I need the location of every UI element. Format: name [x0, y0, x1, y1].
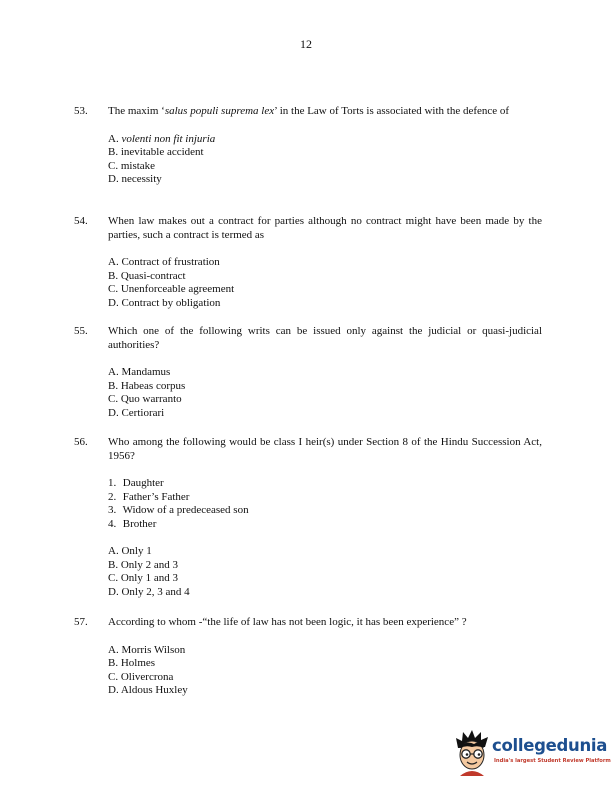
option-c: C. Unenforceable agreement	[108, 283, 235, 295]
collegedunia-logo	[452, 728, 611, 778]
question-text	[108, 105, 542, 119]
question-number: 54.	[74, 215, 88, 227]
option-a: A. Morris Wilson	[108, 643, 186, 656]
list-item: 4. Brother	[108, 517, 157, 530]
option-list	[108, 366, 542, 420]
question-text-part: ’ in the Law of Torts is associated with the defence of	[274, 105, 510, 117]
option-b: B. Only 2 and 3	[108, 558, 178, 571]
question-text: According to whom -“the life of law has not been logic, it has been experience” ?	[108, 616, 467, 628]
question-number: 53.	[74, 105, 88, 117]
question-55	[74, 325, 542, 420]
question-number: 55.	[74, 325, 88, 337]
option-list	[108, 644, 542, 698]
option-d: D. necessity	[108, 173, 162, 185]
option-d: D. Aldous Huxley	[108, 684, 188, 696]
logo-wordmark: collegedunia	[492, 736, 608, 755]
option-c: C. mistake	[108, 159, 156, 172]
option-c: C. Quo warranto	[108, 393, 182, 405]
option-d: D. Certiorari	[108, 406, 165, 419]
option-c: C. Only 1 and 3	[108, 572, 178, 584]
list-item: 2. Father’s Father	[108, 490, 190, 503]
question-text: Who among the following would be class I heir(s) under Section 8 of the Hindu Succession Act, 1956?	[108, 436, 542, 462]
question-56	[74, 436, 542, 599]
question-text: Which one of the following writs can be issued only against the judicial or quasi-judicial authorities?	[108, 325, 542, 351]
option-a: A. Only 1	[108, 545, 152, 557]
option-b: B. inevitable accident	[108, 146, 204, 158]
question-57	[74, 616, 542, 698]
option-b: B. Quasi-contract	[108, 269, 186, 282]
question-53	[74, 105, 542, 187]
option-b: B. Habeas corpus	[108, 379, 186, 392]
option-b: B. Holmes	[108, 657, 156, 669]
list-item: 3. Widow of a predeceased son	[108, 504, 249, 516]
option-a: A. Mandamus	[108, 366, 171, 378]
question-54	[74, 215, 542, 310]
option-list	[108, 133, 542, 187]
logo-tagline: India's largest Student Review Platform	[494, 758, 611, 764]
option-a: A. volenti non fit injuria	[108, 132, 216, 145]
option-list	[108, 256, 542, 310]
page-number: 12	[300, 37, 312, 51]
option-c: C. Olivercrona	[108, 670, 174, 683]
heir-list	[108, 477, 542, 531]
question-number: 57.	[74, 616, 88, 628]
question-number: 56.	[74, 436, 88, 448]
question-text: When law makes out a contract for parties although no contract might have been made by the parties, such a contract is termed as	[108, 215, 542, 241]
option-list	[108, 545, 542, 599]
maxim-text: salus populi suprema lex	[164, 105, 275, 117]
list-item: 1. Daughter	[108, 477, 164, 489]
option-d: D. Only 2, 3 and 4	[108, 585, 190, 598]
option-d: D. Contract by obligation	[108, 296, 221, 309]
question-text-part: The maxim ‘	[108, 105, 165, 117]
student-with-glasses-icon	[452, 728, 492, 778]
option-a: A. Contract of frustration	[108, 256, 220, 268]
